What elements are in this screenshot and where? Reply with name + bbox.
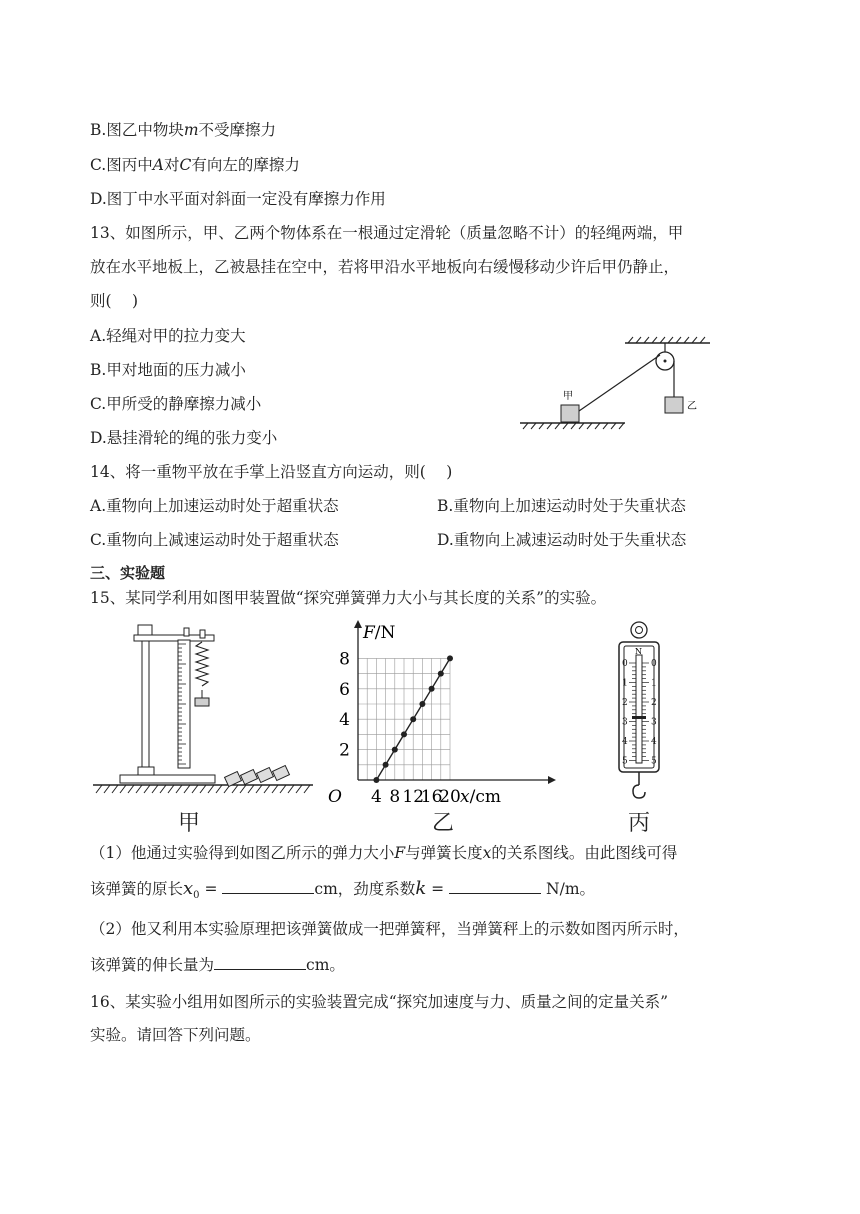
x-tick-label: 8 [389, 787, 401, 807]
fig-label-yi: 乙 [432, 811, 455, 836]
answer-blank-extension[interactable] [214, 955, 306, 970]
scale-number-right: 1 [651, 678, 657, 689]
data-point [447, 655, 453, 661]
q13-stem-line3: 则( ) [90, 292, 139, 310]
scale-number-right: 2 [651, 698, 657, 708]
answer-blank-x0[interactable] [222, 879, 314, 894]
y-axis-arrow [354, 620, 362, 628]
scale-number-left: 4 [622, 737, 628, 747]
scale-number-right: 3 [651, 717, 657, 728]
data-point [410, 716, 416, 722]
q14-option-d: D.重物向上减速运动时处于失重状态 [437, 531, 687, 549]
data-point [383, 762, 389, 768]
scale-number-left: 0 [622, 659, 628, 669]
q13-option-a: A.轻绳对甲的拉力变大 [90, 327, 246, 345]
x-tick-label: 12 [402, 787, 425, 807]
scale-number-left: 5 [622, 756, 628, 767]
label-jia: 甲 [563, 391, 573, 402]
y-tick-label: 6 [339, 679, 350, 700]
scale-number-left: 2 [622, 698, 628, 708]
spring-scale-figure [612, 620, 672, 810]
fig-label-bing: 丙 [628, 811, 651, 836]
q12-option-c: C.图丙中A对C有向左的摩擦力 [90, 156, 300, 174]
q13-option-b: B.甲对地面的压力减小 [90, 361, 246, 379]
q13-stem-line1: 13、如图所示，甲、乙两个物体系在一根通过定滑轮（质量忽略不计）的轻绳两端，甲 [90, 224, 684, 242]
scale-unit: N [635, 647, 642, 656]
q12-option-d: D.图丁中水平面对斜面一定没有摩擦力作用 [90, 190, 386, 208]
fig-label-jia: 甲 [178, 811, 201, 836]
q15-part2-line2: 该弹簧的伸长量为 cm。 [90, 956, 345, 974]
q13-option-c: C.甲所受的静摩擦力减小 [90, 395, 262, 413]
q15-part2-line1: （2）他又利用本实验原理把该弹簧做成一把弹簧秤，当弹簧秤上的示数如图丙所示时， [90, 920, 689, 938]
y-tick-label: 4 [339, 710, 350, 731]
q12-option-b: B.图乙中物块m不受摩擦力 [90, 121, 277, 139]
y-tick-label: 2 [339, 740, 350, 761]
label-yi: 乙 [687, 401, 697, 412]
x-tick-label: 20 [439, 787, 461, 807]
apparatus-figure [88, 620, 313, 805]
q15-stem: 15、某同学利用如图甲装置做“探究弹簧弹力大小与其长度的关系”的实验。 [90, 589, 607, 607]
q14-option-b: B.重物向上加速运动时处于失重状态 [437, 497, 686, 515]
q15-part1-line2: 该弹簧的原长$x_0$ = cm，劲度系数k = N/m。 [90, 878, 596, 902]
scale-number-left: 1 [622, 678, 628, 689]
q14-stem: 14、将一重物平放在手掌上沿竖直方向运动，则( ) [90, 463, 453, 481]
data-point [429, 686, 435, 692]
origin-label: O [328, 787, 342, 807]
scale-number-right: 0 [651, 659, 657, 669]
x-axis-label: x/cm [460, 787, 501, 807]
scale-number-right: 4 [651, 737, 657, 747]
data-point [438, 671, 444, 677]
scale-number-left: 3 [622, 717, 628, 728]
data-point [419, 701, 425, 707]
pulley-figure [515, 335, 715, 435]
section-heading: 三、实验题 [90, 564, 166, 582]
q14-option-c: C.重物向上减速运动时处于超重状态 [90, 531, 339, 549]
scale-number-right: 5 [651, 756, 657, 767]
fx-chart [320, 618, 560, 810]
data-point [392, 747, 398, 753]
data-point [373, 777, 379, 783]
answer-blank-k[interactable] [449, 879, 541, 894]
x-tick-label: 4 [370, 787, 382, 807]
x-tick-label: 16 [420, 787, 443, 807]
q13-option-d: D.悬挂滑轮的绳的张力变小 [90, 429, 278, 447]
y-axis-label: F/N [363, 623, 396, 643]
data-point [401, 731, 407, 737]
y-tick-label: 8 [339, 649, 350, 670]
x-axis-arrow [548, 776, 556, 784]
q14-option-a: A.重物向上加速运动时处于超重状态 [90, 497, 339, 515]
q15-part1-line1: （1）他通过实验得到如图乙所示的弹力大小F与弹簧长度x的关系图线。由此图线可得 [90, 844, 678, 862]
q16-line2: 实验。请回答下列问题。 [90, 1026, 261, 1044]
q13-stem-line2: 放在水平地板上，乙被悬挂在空中，若将甲沿水平地板向右缓慢移动少许后甲仍静止， [90, 258, 680, 276]
q16-line1: 16、某实验小组用如图所示的实验装置完成“探究加速度与力、质量之间的定量关系” [90, 993, 669, 1011]
